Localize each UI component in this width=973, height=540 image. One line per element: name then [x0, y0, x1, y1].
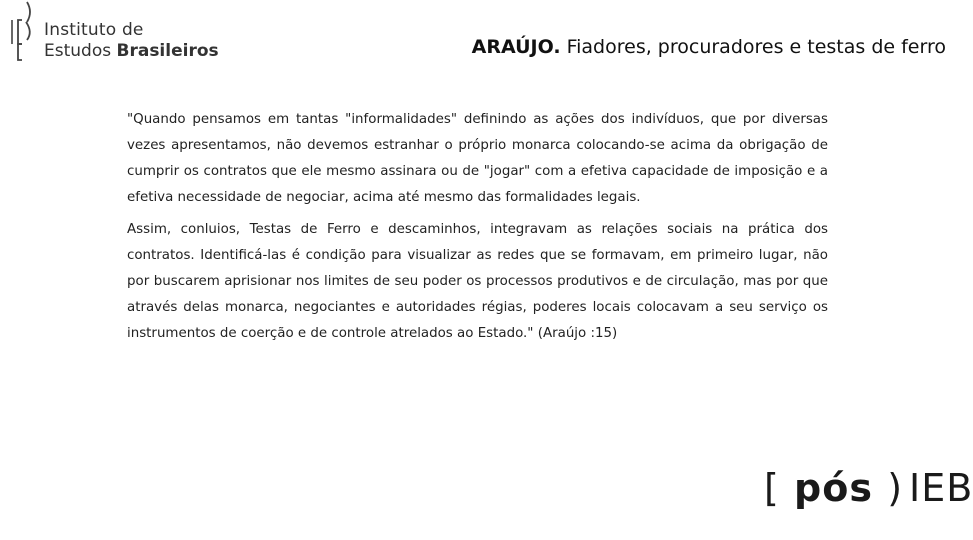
logo-line2-bold: Brasileiros: [116, 41, 219, 61]
pos-logo-word: pós: [779, 466, 888, 510]
title-subtitle: Fiadores, procuradores e testas de ferro: [560, 36, 946, 58]
quote-block: [127, 107, 828, 353]
title-author: ARAÚJO.: [471, 36, 561, 58]
pos-logo-close-bracket: ): [887, 466, 904, 510]
logo-line2-regular: Estudos: [44, 41, 117, 61]
ieb-logo: [6, 0, 219, 64]
quote-paragraph-1: "Quando pensamos em tantas "informalidades" definindo as ações dos indivíduos, que por diversas vezes apresentamos, não devemos estranhar o próprio monarca colocando-se acima da obrigação de cumprir os contratos que ele mesmo assinara ou de "jogar" com a efetiva capacidade de imposição e a efetiva necessidade de negociar, acima até mesmo das formalidades legais.: [127, 112, 828, 205]
logo-line1: Instituto de: [44, 20, 144, 40]
pos-logo-suffix: IEB: [909, 466, 973, 510]
logo-line2: [44, 41, 219, 61]
slide-title: [472, 36, 946, 58]
quote-paragraph-2: Assim, conluios, Testas de Ferro e descaminhos, integravam as relações sociais na prática dos contratos. Identificá-las é condição para visualizar as redes que se formavam, em primeiro lugar, não por buscarem aprisionar nos limites de seu poder os processos produtivos e de circulação, mas por que através delas monarca, negociantes e autoridades régias, poderes locais colocavam a seu serviço os instrumentos de coerção e de controle atrelados ao Estado." (Araújo :15): [127, 222, 828, 341]
pos-ieb-logo: [764, 466, 973, 510]
pos-logo-open-bracket: [: [764, 466, 780, 510]
ieb-brackets-icon: [6, 0, 40, 64]
